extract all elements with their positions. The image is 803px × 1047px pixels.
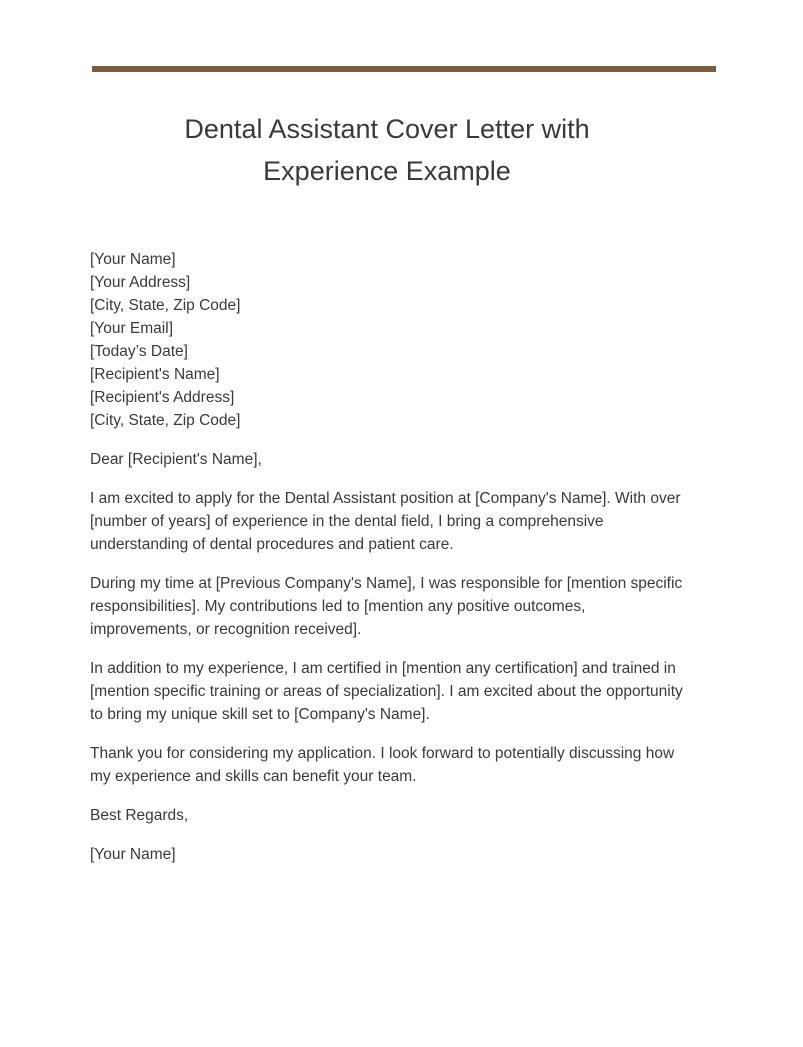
- recipient-city-state-zip: [City, State, Zip Code]: [90, 412, 241, 429]
- signature: [Your Name]: [90, 846, 176, 863]
- paragraph-experience: During my time at [Previous Company's Name], I was responsible for [mention specific responsibilities]. My contributions led to [mention any positive outcomes, improvements, or recognition received].: [90, 575, 683, 638]
- document-title: [92, 108, 682, 192]
- paragraph-intro: I am excited to apply for the Dental Assistant position at [Company's Name]. With over [number of years] of experience in the dental field, I bring a comprehensive understanding of dental procedures and patient care.: [90, 490, 681, 553]
- salutation: Dear [Recipient's Name],: [90, 451, 262, 468]
- sender-name: [Your Name]: [90, 251, 176, 268]
- title-line-2: Experience Example: [263, 156, 511, 186]
- sender-email: [Your Email]: [90, 320, 173, 337]
- sender-city-state-zip: [City, State, Zip Code]: [90, 297, 241, 314]
- top-accent-rule: [92, 66, 716, 72]
- sender-address: [Your Address]: [90, 274, 191, 291]
- paragraph-thanks: Thank you for considering my application. I look forward to potentially discussing how my experience and skills can benefit your team.: [90, 745, 675, 785]
- recipient-name: [Recipient's Name]: [90, 366, 220, 383]
- letter-date: [Today’s Date]: [90, 343, 188, 360]
- letter-body: [90, 248, 690, 866]
- recipient-address: [Recipient's Address]: [90, 389, 235, 406]
- address-block: [90, 248, 690, 432]
- closing: Best Regards,: [90, 807, 189, 824]
- paragraph-certification: In addition to my experience, I am certified in [mention any certification] and trained in [mention specific training or areas of specialization]. I am excited about the opportunity to bring my unique skill set to [Company's Name].: [90, 660, 683, 723]
- title-line-1: Dental Assistant Cover Letter with: [184, 114, 590, 144]
